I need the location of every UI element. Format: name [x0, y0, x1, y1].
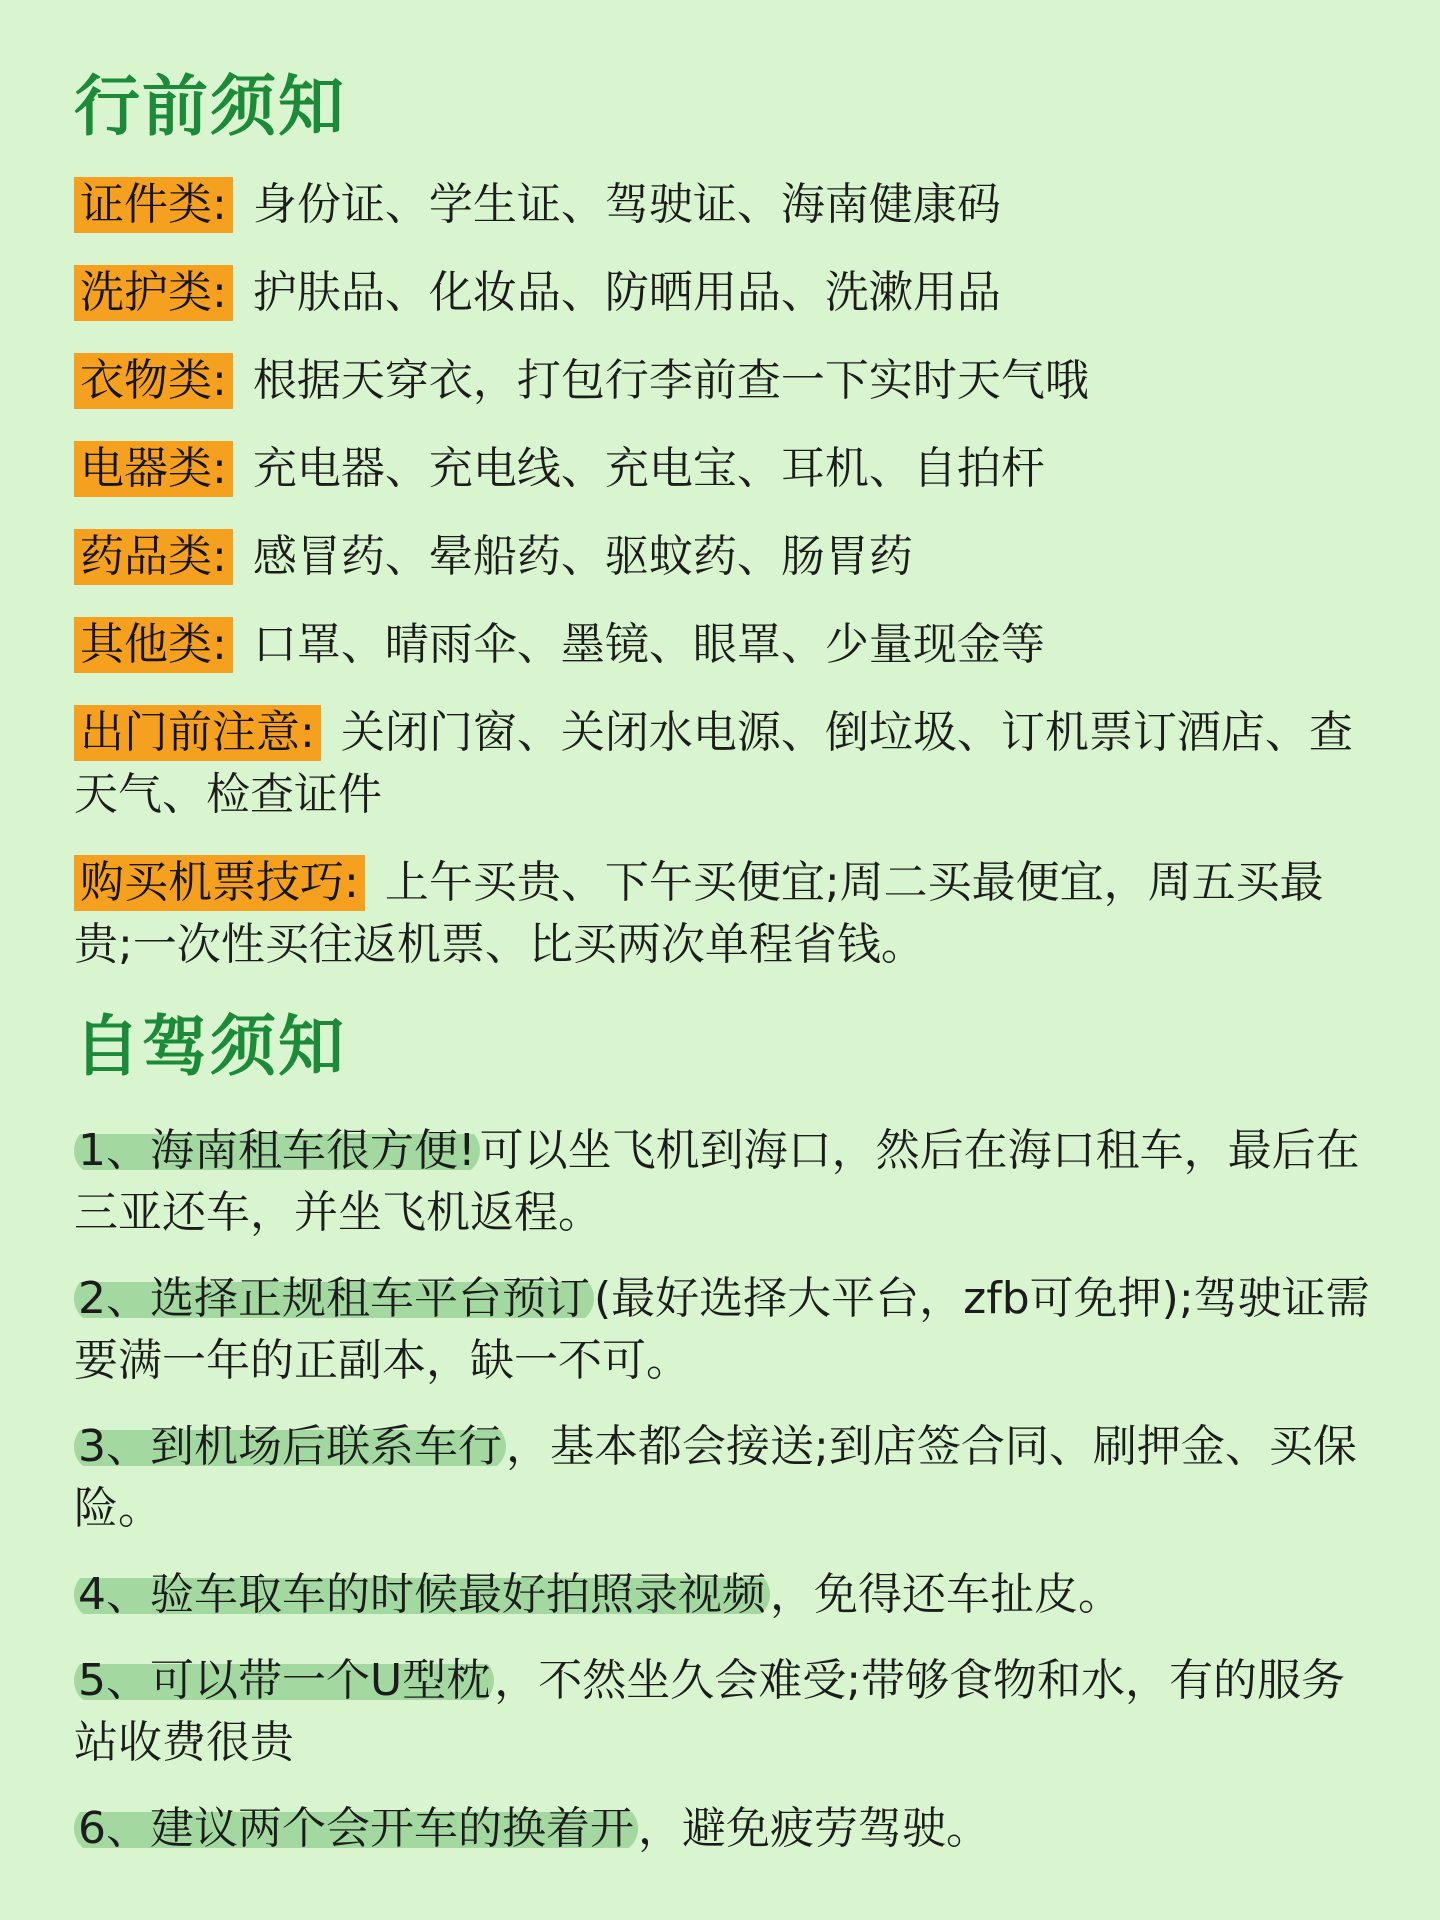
- item-content: 感冒药、晕船药、驱蚊药、肠胃药: [252, 531, 913, 582]
- category-tag: 其他类:: [74, 617, 233, 673]
- tip-text: ，基本都会接送;到店签合同、刷押金、买保险。: [74, 1421, 1357, 1534]
- tip-highlight: 2、选择正规租车平台预订: [74, 1273, 594, 1324]
- tip-highlight: 3、到机场后联系车行: [74, 1421, 506, 1472]
- list-item: [74, 438, 1370, 500]
- list-item: [74, 262, 1370, 324]
- tip-text: ，避免疲劳驾驶。: [638, 1803, 990, 1854]
- item-content: 口罩、晴雨伞、墨镜、眼罩、少量现金等: [252, 619, 1045, 670]
- list-item: [74, 702, 1370, 826]
- section-title-self-driving: 自驾须知: [74, 1008, 346, 1085]
- list-item: [74, 350, 1370, 412]
- item-content: 护肤品、化妆品、防晒用品、洗漱用品: [252, 267, 1001, 318]
- list-item: [74, 526, 1370, 588]
- list-item: [74, 1564, 1370, 1626]
- tip-text: ，不然坐久会难受;带够食物和水，有的服务站收费很贵: [74, 1655, 1346, 1768]
- tip-text: 可以坐飞机到海口，然后在海口租车，最后在三亚还车，并坐飞机返程。: [74, 1125, 1360, 1238]
- tip-highlight: 6、建议两个会开车的换着开: [74, 1803, 638, 1854]
- list-item: [74, 852, 1370, 976]
- item-content: 充电器、充电线、充电宝、耳机、自拍杆: [252, 443, 1045, 494]
- category-tag: 药品类:: [74, 529, 233, 585]
- list-item: [74, 614, 1370, 676]
- tip-highlight: 5、可以带一个U型枕: [74, 1655, 494, 1706]
- tip-highlight: 1、海南租车很方便!: [74, 1125, 480, 1176]
- category-tag: 证件类:: [74, 177, 233, 233]
- tip-text: (最好选择大平台，zfb可免押);驾驶证需要满一年的正副本，缺一不可。: [74, 1273, 1370, 1386]
- category-tag: 衣物类:: [74, 353, 233, 409]
- item-content: 身份证、学生证、驾驶证、海南健康码: [252, 179, 1001, 230]
- item-content: 关闭门窗、关闭水电源、倒垃圾、订机票订酒店、查天气、检查证件: [74, 707, 1353, 820]
- item-content: 上午买贵、下午买便宜;周二买最便宜，周五买最贵;一次性买往返机票、比买两次单程省钱。: [74, 857, 1324, 970]
- item-content: 根据天穿衣，打包行李前查一下实时天气哦: [252, 355, 1089, 406]
- list-item: [74, 1268, 1370, 1392]
- category-tag: 洗护类:: [74, 265, 233, 321]
- packing-list: [74, 174, 1370, 976]
- list-item: [74, 1650, 1370, 1774]
- tip-text: ，免得还车扯皮。: [770, 1569, 1122, 1620]
- list-item: [74, 174, 1370, 236]
- category-tag: 购买机票技巧:: [74, 855, 365, 911]
- list-item: [74, 1798, 1370, 1860]
- category-tag: 电器类:: [74, 441, 233, 497]
- tip-highlight: 4、验车取车的时候最好拍照录视频: [74, 1569, 770, 1620]
- list-item: [74, 1416, 1370, 1540]
- category-tag: 出门前注意:: [74, 705, 321, 761]
- driving-tips-list: [74, 1120, 1370, 1860]
- section-title-before-travel: 行前须知: [74, 68, 346, 145]
- list-item: [74, 1120, 1370, 1244]
